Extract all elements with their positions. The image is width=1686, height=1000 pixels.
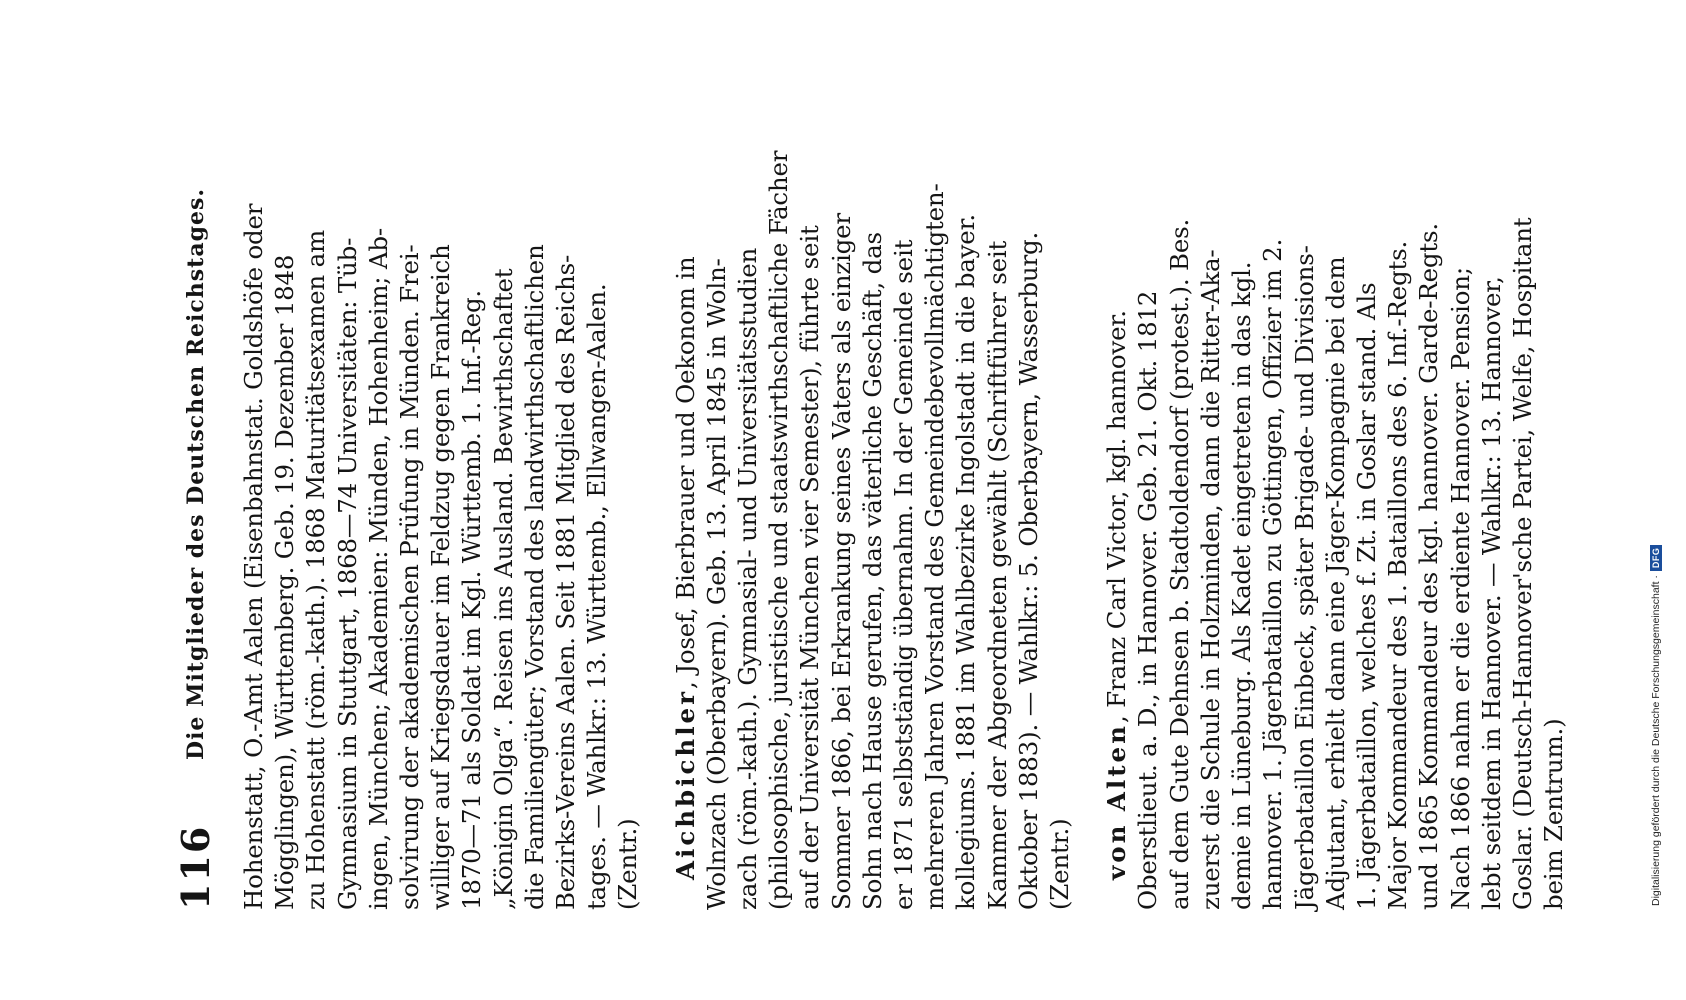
text-line: (Zentr.) bbox=[1045, 818, 1075, 910]
entry-heading-line bbox=[1101, 80, 1132, 910]
scanned-page bbox=[63, 50, 1623, 950]
page-number: 116 bbox=[173, 824, 218, 910]
digitization-credit bbox=[1650, 6, 1678, 906]
text-line: (philosophische, juristische und staatswirthschaftliche Fächer bbox=[764, 150, 794, 910]
text-line: zuerst die Schule in Holzminden, dann die Ritter-Aka- bbox=[1195, 249, 1225, 910]
text-line: Kammer der Abgeordneten gewählt (Schriftführer seit bbox=[982, 240, 1012, 910]
text-line: zach (röm.-kath.). Gymnasial- und Universitätsstudien bbox=[733, 247, 763, 910]
text-line: „Königin Olga“. Reisen ins Ausland. Bewirthschaftet bbox=[488, 268, 518, 910]
text-line: Sommer 1866, bei Erkrankung seines Vaters als einziger bbox=[826, 213, 856, 910]
text-line: er 1871 selbstständig übernahm. In der Gemeinde seit bbox=[889, 239, 919, 910]
text-line: Hohenstatt, O.-Amt Aalen (Eisenbahnstat. Goldshöfe oder bbox=[239, 203, 268, 910]
text-line: Jägerbataillon Einbeck, später Brigade- und Divisions- bbox=[1289, 245, 1319, 910]
text-line: Mögglingen), Württemberg. Geb. 19. Dezember 1848 bbox=[270, 254, 300, 910]
entry-name: Aichbichler bbox=[670, 688, 700, 880]
entry-heading-line bbox=[670, 80, 701, 910]
text-line: auf der Universität München vier Semester), führte seit bbox=[795, 225, 825, 910]
text-line: Sohn nach Hause gerufen, das väterliche Geschäft, das bbox=[857, 232, 887, 910]
credit-text: Digitalisierung gefördert durch die Deutsche Forschungsgemeinschaft · bbox=[1650, 575, 1662, 906]
text-line: Adjutant, erhielt dann eine Jäger-Kompagnie bei dem bbox=[1320, 256, 1350, 910]
text-line: Goslar. (Deutsch-Hannover'sche Partei, Welfe, Hospitant bbox=[1507, 217, 1537, 910]
text-line: auf dem Gute Dehnsen b. Stadtoldendorf (protest.). Bes. bbox=[1164, 218, 1194, 910]
dfg-logo-icon: DFG bbox=[1650, 545, 1662, 572]
text-line: Oberstlieut. a. D., in Hannover. Geb. 21. Okt. 1812 bbox=[1133, 290, 1163, 910]
biography-entry bbox=[238, 80, 644, 910]
biography-entry bbox=[1101, 80, 1569, 910]
text-line: zu Hohenstatt (röm.-kath.). 1868 Maturitätsexamen am bbox=[301, 229, 331, 910]
text-line: lebt seitdem in Hannover. — Wahlkr.: 13. Hannover, bbox=[1476, 276, 1506, 910]
text-line: hannover. 1. Jägerbataillon zu Göttingen, Offizier im 2. bbox=[1258, 238, 1288, 910]
text-line: beim Zentrum.) bbox=[1539, 718, 1569, 910]
text-line: Nach 1866 nahm er die erdiente Hannover. Pension; bbox=[1445, 267, 1475, 910]
text-line: Oktober 1883). — Wahlkr.: 5. Oberbayern, Wasserburg. bbox=[1013, 231, 1043, 910]
text-line: 1. Jägerbataillon, welches f. Zt. in Goslar stand. Als bbox=[1351, 282, 1381, 910]
page-header bbox=[173, 80, 223, 910]
text-line: 1870—71 als Soldat im Kgl. Württemb. 1. Inf.-Reg. bbox=[457, 289, 487, 910]
entry-name: von Alten bbox=[1102, 723, 1132, 880]
text-fragment: , Franz Carl Victor, kgl. hannover. bbox=[1102, 310, 1132, 724]
text-line: ingen, München; Akademien: Münden, Hohenheim; Ab- bbox=[363, 228, 393, 910]
text-line: kollegiums. 1881 im Wahlbezirke Ingolstadt in die bayer. bbox=[951, 214, 981, 910]
text-line: Wolnzach (Oberbayern). Geb. 13. April 1845 in Woln- bbox=[701, 258, 731, 910]
text-line: demie in Lüneburg. Als Kadet eingetreten in das kgl. bbox=[1227, 261, 1257, 910]
text-line: williger auf Kriegsdauer im Feldzug gegen Frankreich bbox=[426, 244, 456, 910]
text-line: tages. — Wahlkr.: 13. Württemb., Ellwangen-Aalen. bbox=[582, 283, 612, 910]
text-line: Major Kommandeur des 1. Bataillons des 6. Inf.-Regts. bbox=[1383, 240, 1413, 910]
running-head: Die Mitglieder des Deutschen Reichstages. bbox=[183, 187, 209, 760]
text-line: Gymnasium in Stuttgart, 1868—74 Universitäten: Tüb- bbox=[332, 237, 362, 910]
text-line: und 1865 Kommandeur des kgl. hannover. Garde-Regts. bbox=[1414, 223, 1444, 910]
text-line: (Zentr.) bbox=[613, 818, 643, 910]
biography-entry bbox=[670, 80, 1076, 910]
text-line: solvirung der akademischen Prüfung in Münden. Frei- bbox=[395, 244, 425, 910]
page-body bbox=[238, 80, 1595, 910]
text-fragment: , Josef, Bierbrauer und Oekonom in bbox=[670, 256, 700, 689]
text-line: die Familiengüter; Vorstand des landwirthschaftlichen bbox=[519, 244, 549, 910]
text-line: Bezirks-Vereins Aalen. Seit 1881 Mitglied des Reichs- bbox=[551, 254, 581, 910]
text-line: mehreren Jahren Vorstand des Gemeindebevollmächtigten- bbox=[920, 183, 950, 910]
